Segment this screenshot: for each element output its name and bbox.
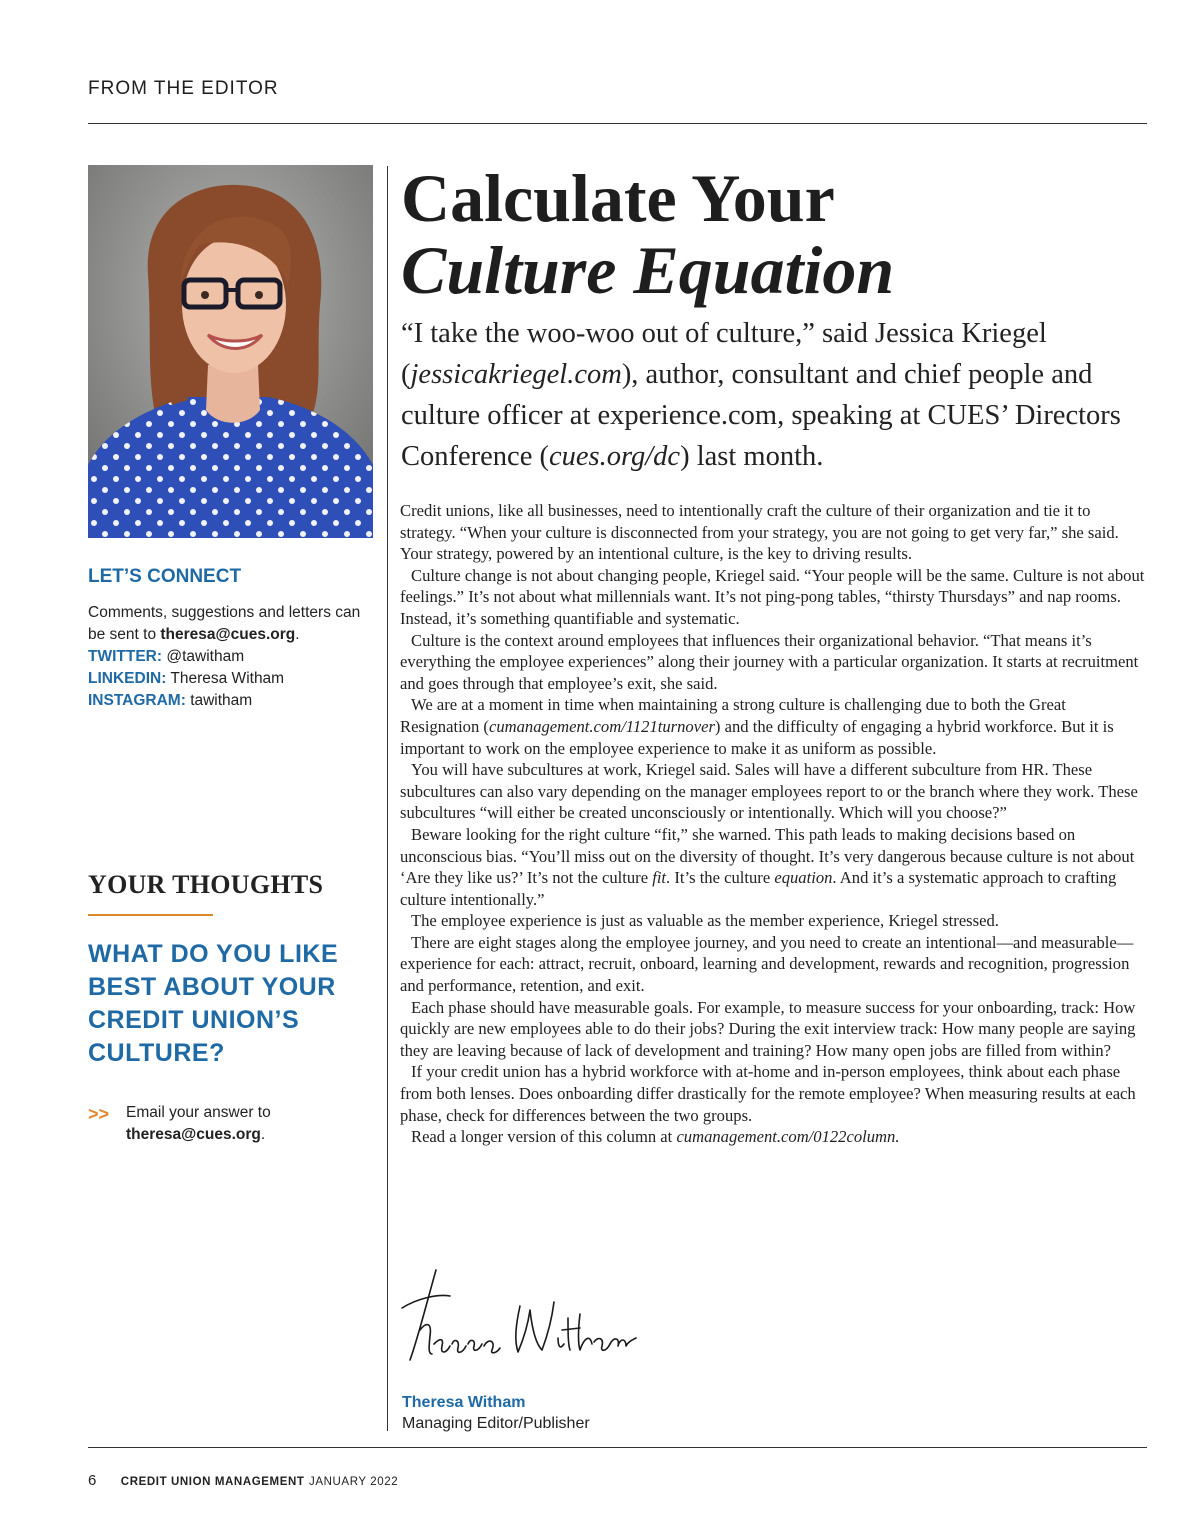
top-divider [88,123,1147,124]
page-footer [88,1472,398,1490]
instagram-handle[interactable]: tawitham [190,692,253,709]
paragraph: You will have subcultures at work, Kriegel said. Sales will have a different subculture from HR. These subcultures can also vary depending on the manager employees report to or the branch where they work. These subcultures “will either be created unconsciously or intentionally. Which will you choose?” [400,760,1138,823]
emphasis-equation: equation [774,868,833,888]
paragraph [400,694,1148,759]
paragraph: Culture change is not about changing people, Kriegel said. “Your people will be the same. Culture is not about feelings.” It’s not about what millennials want. It’s not ping-pong tables, “thirsty Thursdays” and nap rooms. Instead, it’s something quantifiable and systematic. [400,565,1145,628]
linkedin-handle[interactable]: Theresa Witham [170,670,285,687]
paragraph-text: We are at a moment in time when maintaining a strong culture is challenging due to both the Great Resignation ( [400,695,1066,736]
comments-text: Comments, suggestions and letters can be sent to [88,604,361,643]
deck [401,313,1147,477]
paragraph-text: Read a longer version of this column at [411,1127,677,1147]
page-number: 6 [88,1472,97,1489]
column-link[interactable]: cumanagement.com/0122column. [676,1127,900,1147]
paragraph: If your credit union has a hybrid workforce with at-home and in-person employees, think about each phase from both lenses. Does onboarding differ drastically for the remote employee? When measuring results at each phase, check for differences between the two groups. [400,1062,1136,1125]
issue-date: JANUARY 2022 [309,1476,399,1488]
magazine-name: CREDIT UNION MANAGEMENT [120,1476,305,1488]
signer-title: Managing Editor/Publisher [402,1415,590,1432]
deck-part-2: ), author, consultant and chief people and culture officer at experience.com, speaking at CUES’ Directors Conference ( [401,359,1121,472]
email-end: . [260,1126,266,1143]
turnover-link[interactable]: cumanagement.com/1121turnover [488,716,715,736]
instagram-label: INSTAGRAM: [88,692,186,709]
comments-end: . [295,626,300,643]
emphasis-fit: fit [652,868,667,888]
double-chevron-icon: >> [88,1104,110,1124]
column-divider [387,166,388,1431]
article-body [400,500,1148,1148]
signer-block [402,1392,590,1434]
connect-section [88,566,373,712]
handwritten-signature [398,1258,638,1388]
orange-divider [88,914,213,916]
section-label: FROM THE EDITOR [88,78,279,99]
deck-link-jessicakriegel[interactable]: jessicakriegel.com [410,359,622,390]
email-prompt-row [88,1102,373,1146]
headline [401,162,1141,306]
paragraph-text: Beware looking for the right culture “fit,” she warned. This path leads to making decisions based on unconscious bias. “You’ll miss out on the diversity of thought. It’s very dangerous because culture is not about ‘Are they like us?’ It’s not the culture [400,824,1135,888]
twitter-label: TWITTER: [88,648,163,665]
thoughts-title: YOUR THOUGHTS [88,870,324,899]
paragraph: The employee experience is just as valuable as the member experience, Kriegel stressed. [411,911,999,931]
paragraph-text: . And it’s a systematic approach to crafting culture intentionally.” [400,868,1117,909]
paragraph [400,1126,1148,1148]
bottom-divider [88,1447,1147,1448]
deck-part-3: ) last month. [680,441,824,472]
thoughts-email-link[interactable]: theresa@cues.org [126,1126,261,1143]
email-prompt-text: Email your answer to [126,1104,271,1121]
paragraph [400,824,1148,910]
your-thoughts-section [88,870,373,1146]
connect-title: LET’S CONNECT [88,566,242,587]
editor-photo [88,165,373,538]
headline-line-2: Culture Equation [401,232,895,308]
paragraph: Credit unions, like all businesses, need to intentionally craft the culture of their organization and tie it to strategy. “When your culture is disconnected from your strategy, you are not going to get very far,” she said. Your strategy, powered by an intentional culture, is the key to driving results. [400,501,1119,564]
email-prompt [126,1102,271,1146]
headline-line-1: Calculate Your [401,160,835,236]
comments-email-link[interactable]: theresa@cues.org [160,626,296,643]
paragraph: Culture is the context around employees that influences their organizational behavior. “That means it’s everything the employee experiences” along their journey with a particular organization. It starts at recruitment and goes through that employee’s exit, she said. [400,630,1139,693]
paragraph: There are eight stages along the employee journey, and you need to create an intentional—and measurable—experience for each: attract, recruit, onboard, learning and development, rewards and recognition, progression and performance, retention, and exit. [400,932,1134,996]
deck-link-cues-dc[interactable]: cues.org/dc [548,441,681,472]
linkedin-label: LINKEDIN: [88,670,167,687]
twitter-handle[interactable]: @tawitham [166,648,245,665]
paragraph-text: ) and the difficulty of engaging a hybrid workforce. But it is important to work on the employee experience to make it as uniform as possible. [400,716,1114,758]
paragraph: Each phase should have measurable goals. For example, to measure success for your onboarding, track: How quickly are new employees able to do their jobs? During the exit interview track: How many people are saying they are leaving because of lack of development and training? How many open jobs are filled from within? [400,997,1136,1060]
connect-text [88,602,373,712]
deck-part-1: “I take the woo-woo out of culture,” said Jessica Kriegel ( [401,318,1047,390]
thoughts-question: WHAT DO YOU LIKE BEST ABOUT YOUR CREDIT UNION’S CULTURE? [88,940,339,1067]
signer-name: Theresa Witham [402,1394,526,1411]
paragraph-text: . It’s the culture [666,868,775,888]
